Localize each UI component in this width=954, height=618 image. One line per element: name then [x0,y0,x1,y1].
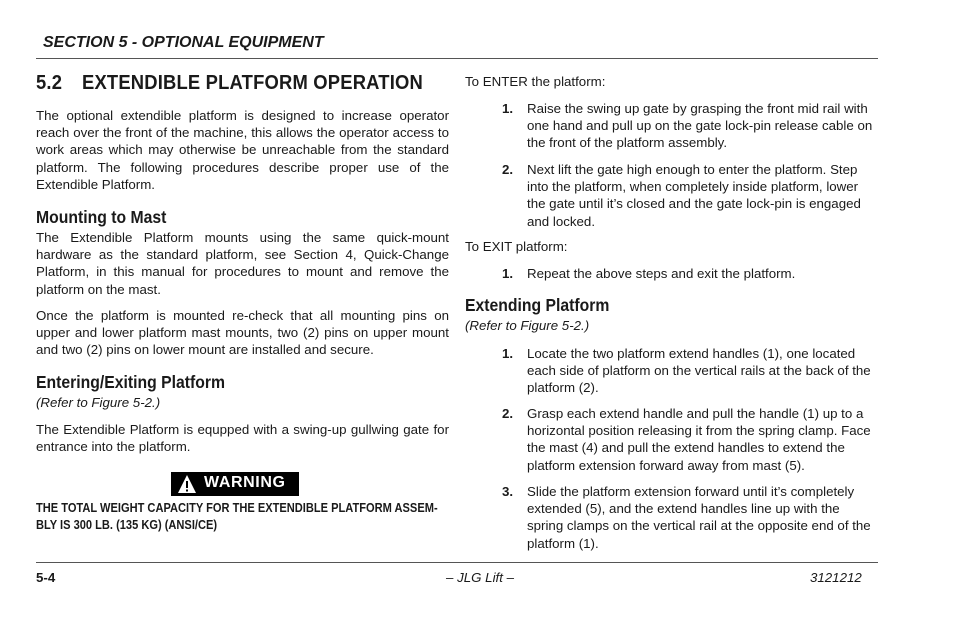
entering-figure-ref: (Refer to Figure 5-2.) [36,395,161,410]
mounting-heading: Mounting to Mast [36,207,167,227]
warning-text [36,500,450,534]
footer-center: – JLG Lift – [446,570,514,585]
intro-paragraph: The optional extendible platform is designed to increase operator reach over the front of the machine, this allows the operator access to work areas which may otherwise be unreachable from the standard platform. The following procedures describe proper use of the Extendible Platform. [36,108,449,192]
step-text: Locate the two platform extend handles (1), one located each side of platform on the vertical rails at the back of the platform (2). [527,346,871,396]
step-number: 3. [502,484,514,499]
section-title: EXTENDIBLE PLATFORM OPERATION [82,72,423,94]
mounting-paragraph-2: Once the platform is mounted re-check that all mounting pins on upper and lower platform mast mounts, two (2) pins on upper mount and two (2) pins on lower mount are installed and secure. [36,308,449,358]
entering-heading: Entering/Exiting Platform [36,372,226,392]
step-number: 1. [502,266,514,281]
step-number: 2. [502,162,514,177]
step-number: 1. [502,346,514,361]
entering-paragraph: The Extendible Platform is equpped with a swing-up gullwing gate for entrance into the platform. [36,422,449,455]
page-title [36,72,423,95]
step-number: 1. [502,101,514,116]
warning-label: WARNING [204,474,286,491]
document-number: 3121212 [810,570,862,585]
section-header: SECTION 5 - OPTIONAL EQUIPMENT [43,34,324,51]
section-number: 5.2 [36,72,63,94]
step-text: Repeat the above steps and exit the platform. [527,266,796,281]
header-rule [36,58,878,59]
step-text: Grasp each extend handle and pull the handle (1) up to a horizontal position releasing it from the spring clamp. Face the mast (4) and pull the extend handles to extend the platform extension forward away from mast (5). [527,406,871,473]
step-text: Slide the platform extension forward until it’s completely extended (5), and the extend handles line up with the spring clamps on the vertical rail at the opposite end of the platform (1). [527,484,871,551]
step-text: Raise the swing up gate by grasping the front mid rail with one hand and pull up on the gate lock-pin release cable on the front of the platform assembly. [527,101,873,151]
enter-intro: To ENTER the platform: [465,74,606,89]
step-number: 2. [502,406,514,421]
mounting-paragraph-1: The Extendible Platform mounts using the same quick-mount hardware as the standard platform, see Section 4, Quick-Change Platform, in this manual for procedures to mount and remove the platform on the mast. [36,230,449,297]
extending-heading: Extending Platform [465,295,610,315]
extending-figure-ref: (Refer to Figure 5-2.) [465,318,590,333]
page-number: 5-4 [36,570,56,585]
step-text: Next lift the gate high enough to enter the platform. Step into the platform, when completely inside platform, lower the gate until it’s closed and the gate lock-pin is engaged and locked. [527,162,861,229]
warning-banner [171,472,299,496]
warning-line-2: BLY IS 300 LB. (135 KG) (ANSI/CE) [36,518,218,532]
footer-rule [36,562,878,563]
warning-triangle-icon [177,474,197,494]
warning-line-1: THE TOTAL WEIGHT CAPACITY FOR THE EXTENDIBLE PLATFORM ASSEM- [36,501,438,515]
exit-intro: To EXIT platform: [465,239,568,254]
